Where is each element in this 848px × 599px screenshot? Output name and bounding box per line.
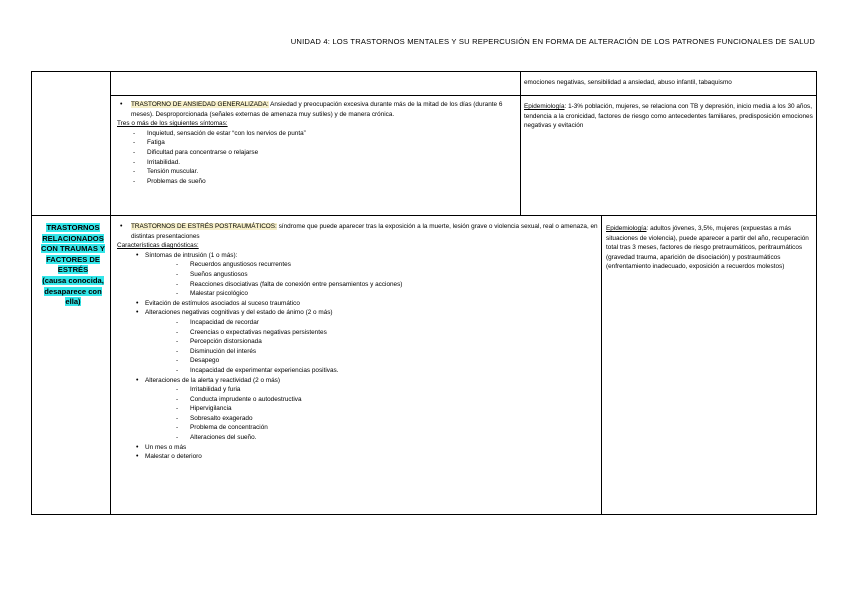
criteria-group: • Un mes o más	[115, 443, 599, 453]
criteria-item: - Tensión muscular.	[115, 167, 513, 177]
ptsd-section	[115, 222, 599, 462]
row-divider	[32, 215, 816, 216]
criteria-item: - Conducta imprudente o autodestructiva	[115, 395, 599, 405]
epi-text: : adultos jóvenes, 3,5%, mujeres (expuestas a más situaciones de violencia), puede aparecer a partir del año, recuperación total tras 3 meses, factores de riesgo pretraumáticos, peritraumáticos (gravedad trauma, aparición de disociación) y postraumáticos (enfrentamiento inadecuado, exposición a recuerdos molestos)	[606, 225, 809, 271]
epi-label: Epidemiología	[524, 103, 565, 110]
criteria-item: - Sueños angustiosos	[115, 270, 599, 280]
page-header: UNIDAD 4: LOS TRASTORNOS MENTALES Y SU REPERCUSIÓN EN FORMA DE ALTERACIÓN DE LOS PATRONES FUNCIONALES DE SALUD	[290, 37, 815, 46]
criteria-item: - Incapacidad de recordar	[115, 318, 599, 328]
anxiety-criteria-label: Tres o más de los siguientes síntomas:	[117, 120, 228, 128]
section-label	[38, 223, 108, 308]
criteria-item: - Incapacidad de experimentar experiencias positivas.	[115, 366, 599, 376]
anxiety-desc: Ansiedad y preocupación excesiva durante más de la mitad de los días (durante 6 meses). Desproporcionada (señales externas de amenaza muy sutiles) y de manera crónica.	[131, 101, 503, 118]
ptsd-epidemiology	[606, 224, 814, 272]
criteria-item: - Problemas de sueño	[115, 177, 513, 187]
criteria-item: - Malestar psicológico	[115, 289, 599, 299]
criteria-group: • Evitación de estímulos asociados al suceso traumático	[115, 299, 599, 309]
criteria-item: - Inquietud, sensación de estar “con los nervios de punta”	[115, 129, 513, 139]
ptsd-desc: síndrome que puede aparecer tras la exposición a la muerte, lesión grave o violencia sexual, real o amenaza, en distintas presentaciones	[131, 223, 598, 240]
criteria-group: • Alteraciones negativas cognitivas y del estado de ánimo (2 o más)	[115, 308, 599, 318]
criteria-item: - Irritabilidad y furia	[115, 385, 599, 395]
row-divider	[110, 95, 816, 96]
column-divider	[110, 72, 111, 514]
column-divider	[601, 215, 602, 514]
section-subtitle: (causa conocida, desaparece con ella)	[42, 275, 104, 307]
criteria-item: - Percepción distorsionada	[115, 337, 599, 347]
criteria-item: - Problema de concentración	[115, 423, 599, 433]
criteria-group: • Alteraciones de la alerta y reactividad (2 o más)	[115, 376, 599, 386]
criteria-group: • Malestar o deterioro	[115, 452, 599, 462]
criteria-item: - Alteraciones del sueño.	[115, 433, 599, 443]
criteria-item: - Recuerdos angustiosos recurrentes	[115, 260, 599, 270]
anxiety-epidemiology	[524, 102, 814, 131]
anxiety-bullet	[115, 100, 513, 119]
row1-right-text: emociones negativas, sensibilidad a ansiedad, abuso infantil, tabaquismo	[524, 79, 732, 86]
ptsd-criteria-label: Características diagnósticas:	[117, 242, 199, 250]
criteria-item: - Sobresalto exagerado	[115, 414, 599, 424]
criteria-group: • Síntomas de intrusión (1 o más):	[115, 251, 599, 261]
anxiety-title: TRASTORNO DE ANSIEDAD GENERALIZADA:	[131, 101, 269, 108]
ptsd-bullet	[115, 222, 599, 241]
ptsd-title: TRASTORNOS DE ESTRÉS POSTRAUMÁTICOS:	[131, 223, 277, 230]
criteria-item: - Dificultad para concentrarse o relajarse	[115, 148, 513, 158]
criteria-item: - Hipervigilancia	[115, 404, 599, 414]
column-divider	[520, 72, 521, 215]
criteria-item: - Irritabilidad.	[115, 158, 513, 168]
criteria-item: - Creencias o expectativas negativas persistentes	[115, 328, 599, 338]
criteria-item: - Reacciones disociativas (falta de conexión entre pensamientos y acciones)	[115, 280, 599, 290]
section-title: TRASTORNOS RELACIONADOS CON TRAUMAS Y FACTORES DE ESTRÉS	[41, 223, 105, 275]
content-table	[31, 71, 817, 515]
epi-label: Epidemiología	[606, 225, 647, 232]
criteria-item: - Disminución del interés	[115, 347, 599, 357]
criteria-item: - Fatiga	[115, 138, 513, 148]
epi-text: : 1-3% población, mujeres, se relaciona con TB y depresión, inicio media a los 30 años, tendencia a la cronicidad, factores de riesgo como antecedentes familiares, predisposición emociones negativas y evitación	[524, 103, 813, 130]
criteria-item: - Desapego	[115, 356, 599, 366]
anxiety-section	[115, 100, 513, 186]
